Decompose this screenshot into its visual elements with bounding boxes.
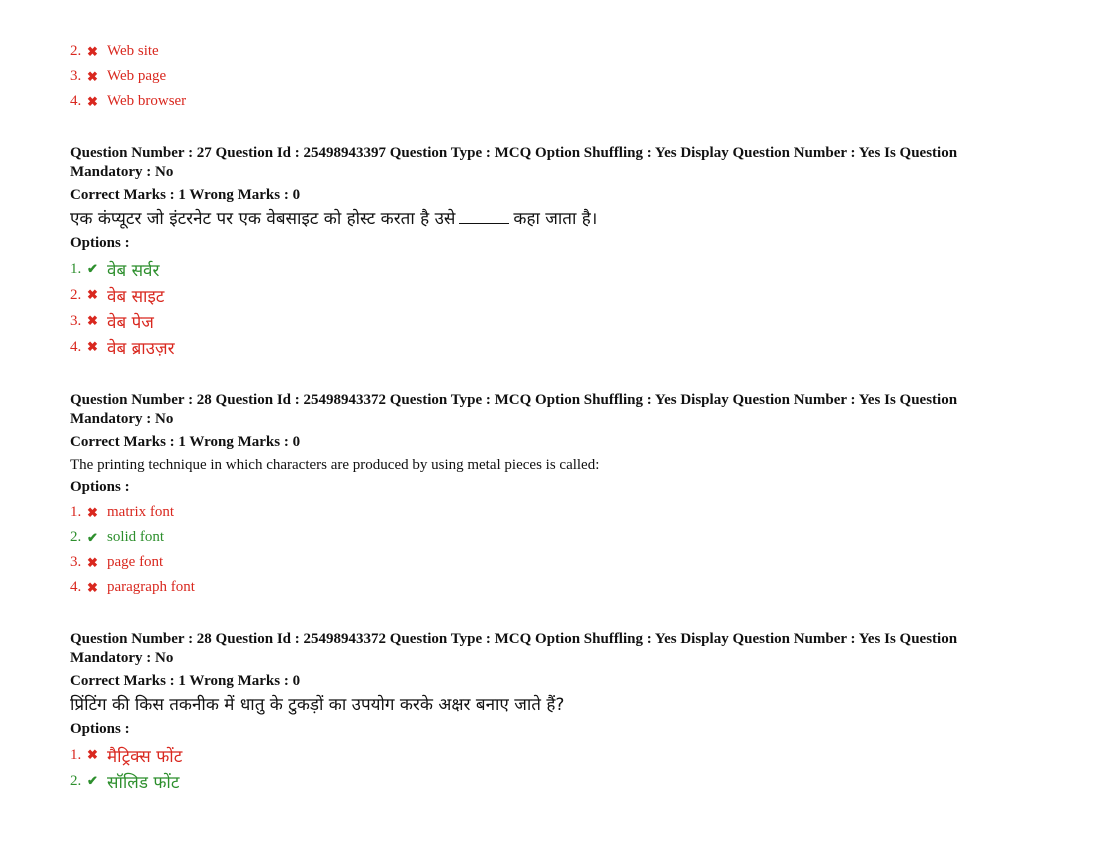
question-27-block — [70, 144, 1000, 254]
option-text: वेब साइट — [107, 286, 165, 307]
question-marks: Correct Marks : 1 Wrong Marks : 0 — [70, 187, 301, 203]
option-item — [70, 308, 175, 334]
option-number: 4. — [70, 579, 82, 595]
cross-icon: ✖ — [87, 339, 98, 354]
options-label: Options : — [70, 479, 130, 495]
option-text: मैट्रिक्स फोंट — [107, 746, 183, 767]
option-text: वेब सर्वर — [107, 260, 160, 281]
question-28-en-options — [70, 500, 195, 600]
option-text: Web page — [107, 68, 167, 84]
option-item — [70, 282, 175, 308]
option-text: matrix font — [107, 504, 175, 520]
option-item — [70, 39, 186, 64]
check-icon: ✔ — [87, 773, 98, 788]
question-meta: Question Number : 28 Question Id : 25498943372 Question Type : MCQ Option Shuffling : Yes Display Question Number : Yes Is Question Mandatory : No — [70, 631, 958, 666]
cross-icon: ✖ — [87, 68, 98, 84]
option-number: 2. — [70, 286, 82, 303]
question-27-options — [70, 256, 175, 360]
question-meta: Question Number : 28 Question Id : 25498943372 Question Type : MCQ Option Shuffling : Yes Display Question Number : Yes Is Question Mandatory : No — [70, 392, 958, 427]
option-item — [70, 768, 182, 794]
option-number: 2. — [70, 529, 82, 545]
check-icon: ✔ — [87, 261, 98, 276]
option-number: 2. — [70, 772, 82, 789]
question-28-hi-options — [70, 742, 182, 794]
question-text — [70, 206, 1000, 232]
option-item — [70, 256, 175, 282]
option-item — [70, 742, 182, 768]
cross-icon: ✖ — [87, 313, 98, 328]
option-text: Web browser — [107, 93, 187, 109]
option-text: वेब पेज — [107, 312, 154, 333]
option-item — [70, 64, 186, 89]
cross-icon: ✖ — [87, 554, 98, 570]
cross-icon: ✖ — [87, 287, 98, 302]
option-number: 4. — [70, 93, 82, 109]
cross-icon: ✖ — [87, 747, 98, 762]
option-text: Web site — [107, 43, 159, 59]
option-text: page font — [107, 554, 164, 570]
cross-icon: ✖ — [87, 93, 98, 109]
option-item — [70, 89, 186, 114]
option-text: solid font — [107, 529, 165, 545]
option-item — [70, 575, 195, 600]
option-item — [70, 500, 195, 525]
option-number: 4. — [70, 338, 82, 355]
cross-icon: ✖ — [87, 579, 98, 595]
option-number: 1. — [70, 746, 82, 763]
question-marks: Correct Marks : 1 Wrong Marks : 0 — [70, 673, 301, 689]
option-number: 1. — [70, 260, 82, 277]
options-label: Options : — [70, 235, 130, 251]
options-label: Options : — [70, 721, 130, 737]
question-text: The printing technique in which characters are produced by using metal pieces is called: — [70, 457, 600, 473]
question-28-hi-block — [70, 630, 1000, 740]
prev-question-options — [70, 39, 186, 114]
question-marks: Correct Marks : 1 Wrong Marks : 0 — [70, 434, 301, 450]
question-text-part: कहा जाता है। — [513, 209, 598, 229]
fill-blank — [459, 209, 509, 224]
question-28-en-block — [70, 391, 1000, 498]
option-number: 3. — [70, 68, 82, 84]
question-text-part: एक कंप्यूटर जो इंटरनेट पर एक वेबसाइट को होस्ट करता है उसे — [70, 209, 456, 229]
option-item — [70, 334, 175, 360]
cross-icon: ✖ — [87, 504, 98, 520]
question-meta: Question Number : 27 Question Id : 25498943397 Question Type : MCQ Option Shuffling : Yes Display Question Number : Yes Is Question Mandatory : No — [70, 145, 958, 180]
option-item — [70, 525, 195, 550]
option-text: वेब ब्राउज़र — [107, 338, 175, 359]
question-text: प्रिंटिंग की किस तकनीक में धातु के टुकड़ों का उपयोग करके अक्षर बनाए जाते हैं? — [70, 695, 565, 715]
option-number: 3. — [70, 312, 82, 329]
option-text: paragraph font — [107, 579, 195, 595]
option-item — [70, 550, 195, 575]
option-text: सॉलिड फोंट — [107, 772, 180, 793]
option-number: 2. — [70, 43, 82, 59]
option-number: 1. — [70, 504, 82, 520]
option-number: 3. — [70, 554, 82, 570]
cross-icon: ✖ — [87, 43, 98, 59]
check-icon: ✔ — [87, 529, 98, 545]
